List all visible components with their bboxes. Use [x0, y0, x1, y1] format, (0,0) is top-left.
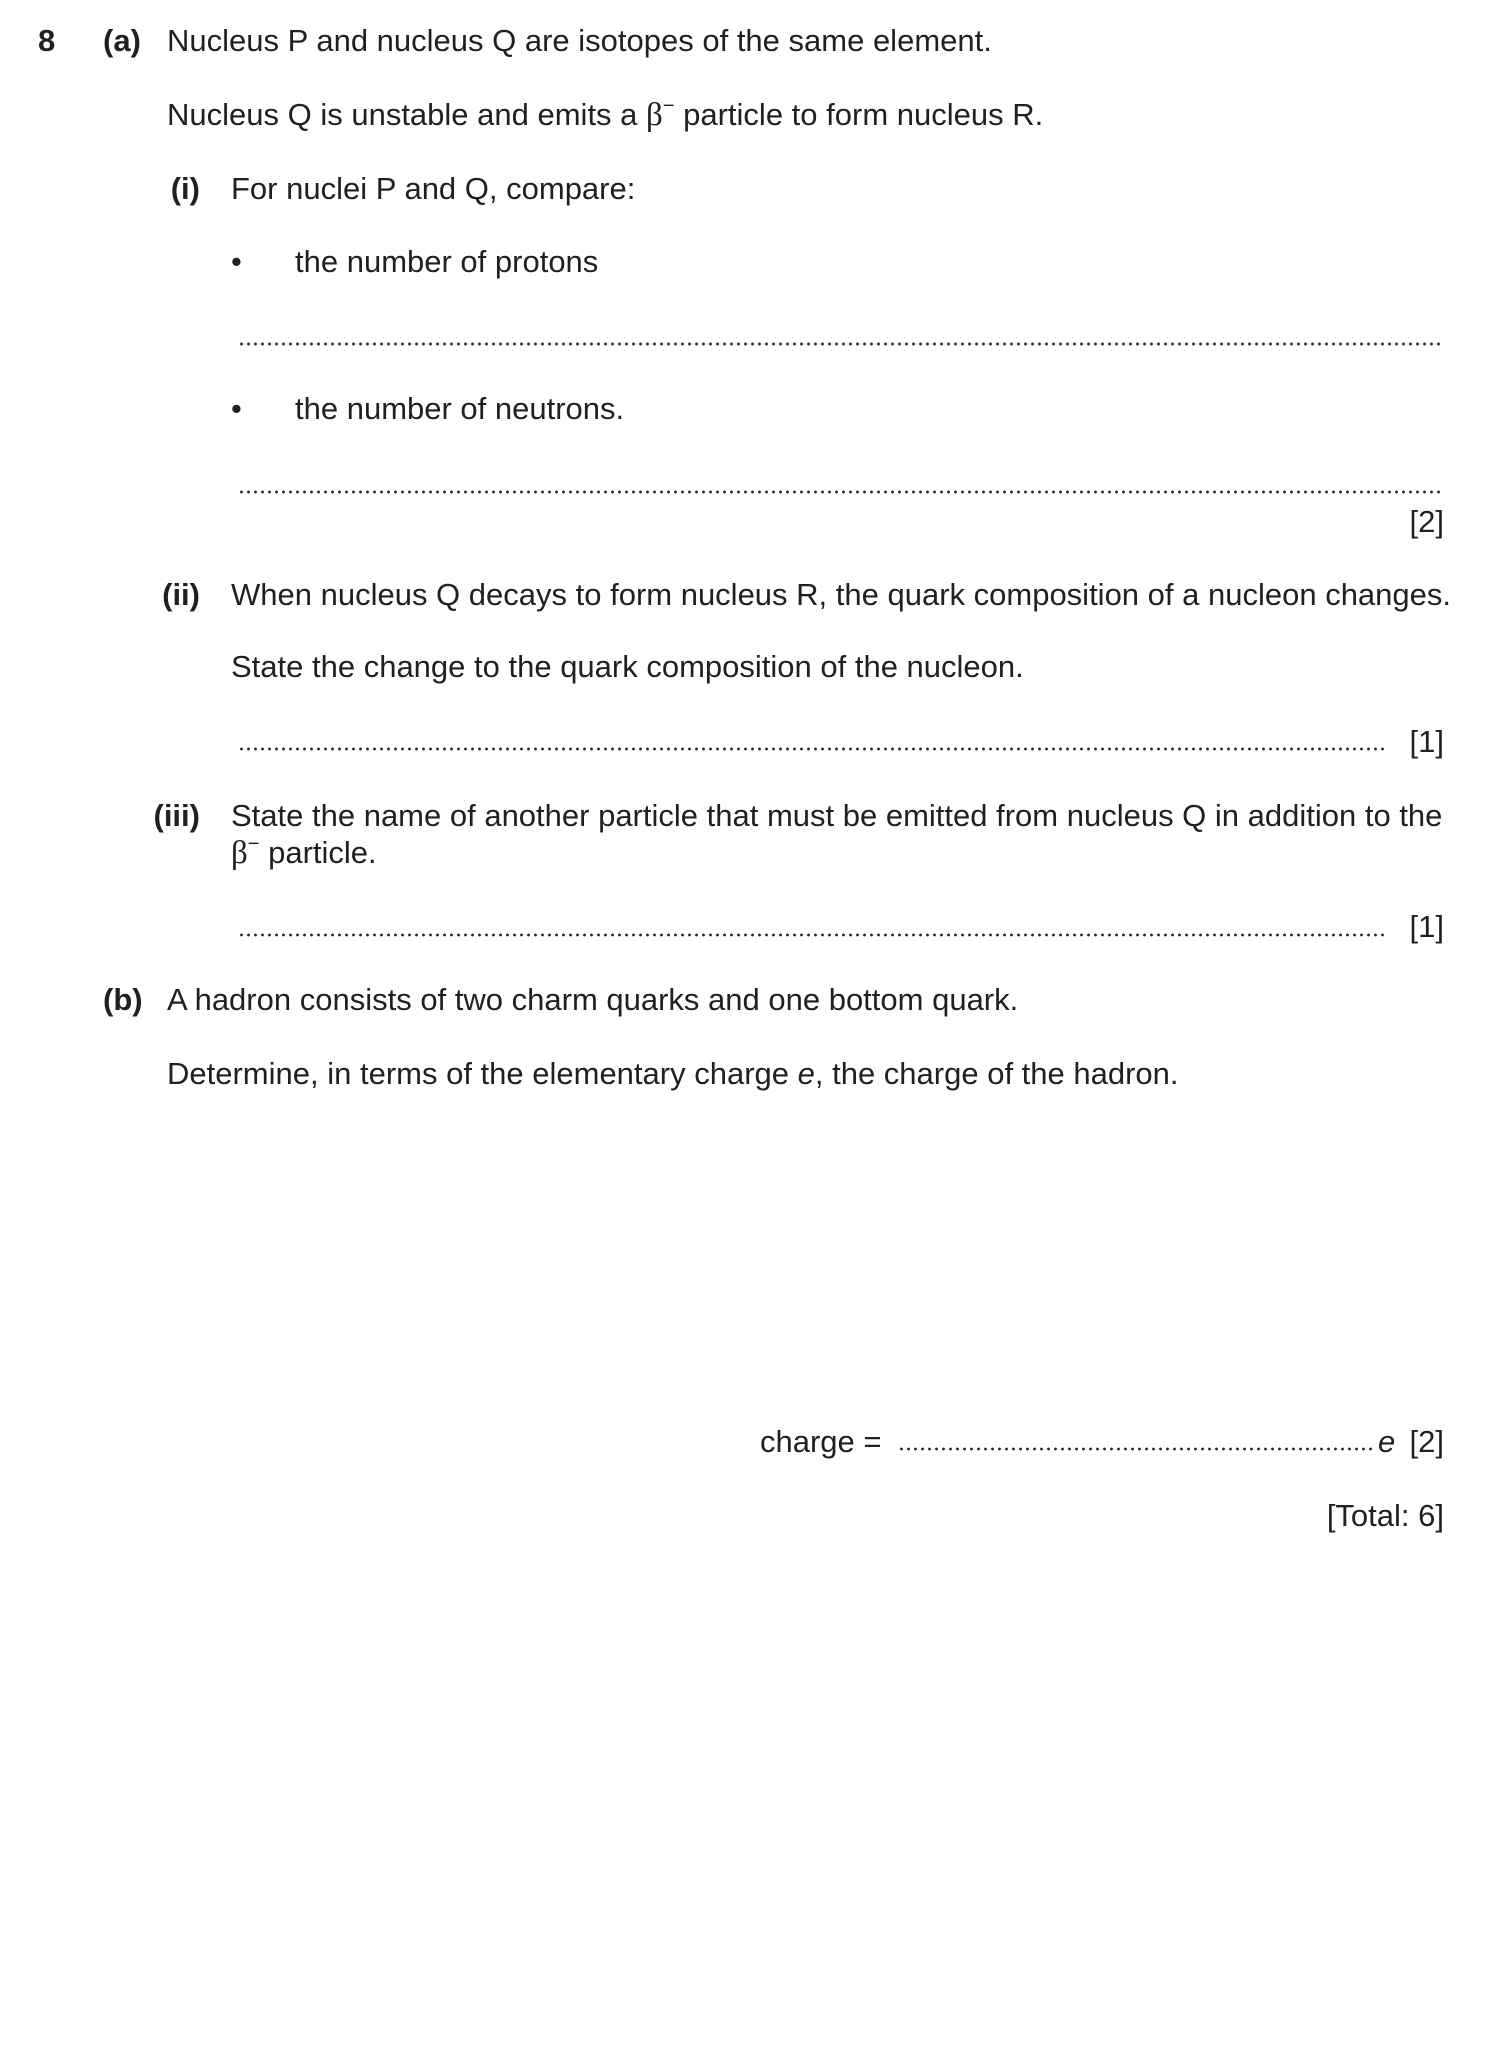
question-number: 8	[38, 23, 56, 58]
sub-i-label: (i)	[170, 171, 200, 206]
answer-line-neutrons[interactable]	[238, 490, 1440, 494]
sub-iii-line1: State the name of another particle that must be emitted from nucleus Q in addition to the	[231, 798, 1443, 833]
beta-minus-superscript-2: −	[247, 833, 260, 855]
part-b-label: (b)	[103, 982, 143, 1017]
part-a-line2	[167, 96, 1043, 134]
part-a-line2-after: particle to form nucleus R.	[674, 97, 1044, 132]
total-marks: [Total: 6]	[1326, 1498, 1444, 1533]
sub-i-prompt: For nuclei P and Q, compare:	[231, 171, 636, 206]
beta-symbol: β	[646, 97, 663, 133]
bullet-dot-2: •	[231, 391, 242, 426]
sub-ii-line1: When nucleus Q decays to form nucleus R, the quark composition of a nucleon changes.	[231, 577, 1452, 612]
part-b-line1: A hadron consists of two charm quarks and one bottom quark.	[167, 982, 1019, 1017]
answer-line-protons[interactable]	[238, 342, 1440, 346]
sub-i-marks: [2]	[1409, 504, 1444, 539]
bullet-dot-1: •	[231, 244, 242, 279]
sub-iii-line2-after: particle.	[259, 835, 377, 870]
part-b-marks: [2]	[1409, 1424, 1444, 1459]
sub-ii-line2: State the change to the quark composition of the nucleon.	[231, 649, 1024, 684]
elementary-charge-symbol: e	[797, 1056, 815, 1091]
beta-minus-superscript: −	[662, 95, 675, 117]
answer-line-particle[interactable]	[238, 933, 1388, 937]
beta-symbol-2: β	[231, 835, 248, 871]
answer-line-charge[interactable]	[898, 1447, 1372, 1451]
part-b-line2-after: , the charge of the hadron.	[814, 1056, 1179, 1091]
part-a-intro: Nucleus P and nucleus Q are isotopes of the same element.	[167, 23, 992, 58]
bullet-protons: the number of protons	[295, 244, 599, 279]
part-b-line2	[167, 1055, 1179, 1093]
answer-line-quark-change[interactable]	[238, 747, 1388, 751]
sub-ii-label: (ii)	[162, 577, 200, 612]
sub-iii-line2	[231, 834, 377, 872]
bullet-neutrons: the number of neutrons.	[295, 391, 625, 426]
sub-ii-marks: [1]	[1409, 724, 1444, 759]
charge-unit: e	[1378, 1424, 1396, 1459]
sub-iii-marks: [1]	[1409, 909, 1444, 944]
part-b-line2-before: Determine, in terms of the elementary charge	[167, 1056, 798, 1091]
sub-iii-label: (iii)	[153, 798, 200, 833]
part-a-label: (a)	[103, 23, 141, 58]
charge-answer-label: charge =	[760, 1424, 882, 1459]
part-a-line2-before: Nucleus Q is unstable and emits a	[167, 97, 647, 132]
